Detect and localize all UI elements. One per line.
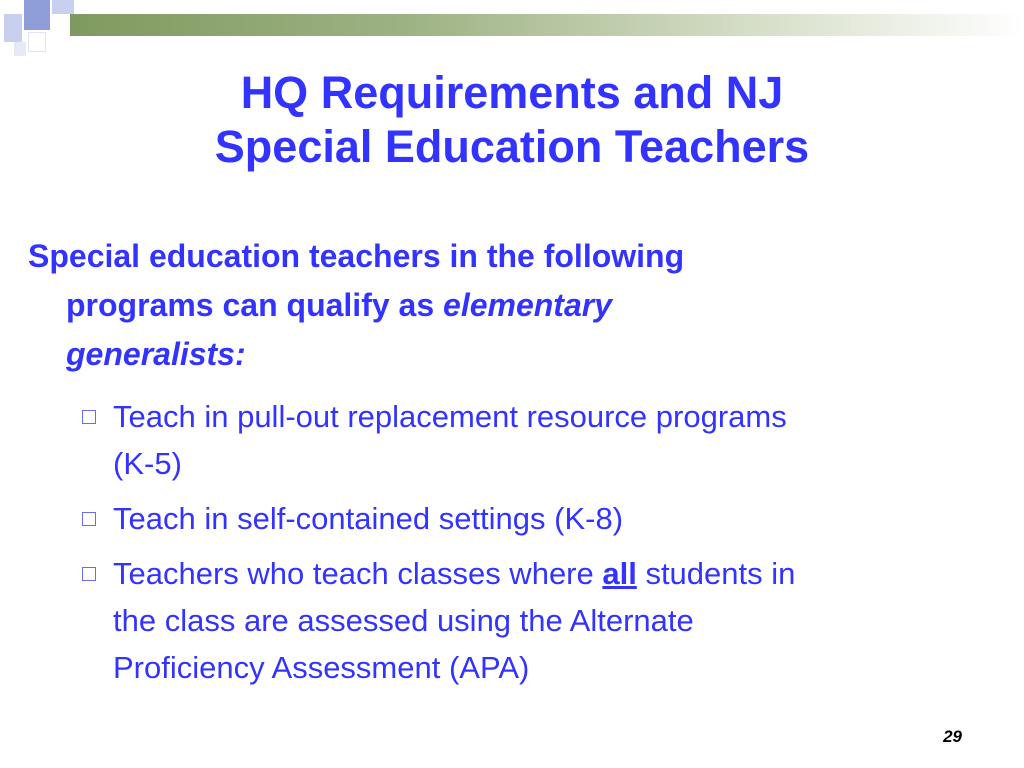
bullet-line: Proficiency Assessment (APA) (113, 650, 530, 685)
bullet-item (78, 495, 1008, 542)
square-bullet-icon (82, 512, 96, 526)
bullet-list (78, 393, 1008, 699)
intro-line (28, 281, 988, 330)
slide-title-line: Special Education Teachers (214, 121, 810, 172)
bullet-line: (K-5) (113, 446, 182, 481)
slide-title-line: HQ Requirements and NJ (240, 67, 784, 118)
intro-line: Special education teachers in the following (28, 238, 685, 274)
bullet-text: Teachers who teach classes where (113, 556, 603, 591)
page-number: 29 (943, 727, 962, 746)
intro-emphasis: elementary (443, 287, 612, 323)
square-bullet-icon (82, 410, 96, 424)
intro-emphasis: generalists: (66, 336, 246, 372)
square-bullet-icon (82, 567, 96, 581)
slide-title (0, 66, 1024, 174)
bullet-line (113, 550, 1008, 597)
bullet-text: students in (636, 556, 796, 591)
bullet-item (78, 393, 1008, 487)
decorative-square (4, 14, 22, 42)
decorative-square (24, 0, 50, 30)
bullet-line: Teach in self-contained settings (K-8) (113, 501, 624, 536)
intro-line (28, 330, 988, 379)
intro-paragraph (28, 232, 988, 379)
decorative-square (28, 32, 46, 52)
bullet-item (78, 550, 1008, 691)
header-gradient-bar (70, 14, 1024, 36)
intro-text: programs can qualify as (66, 287, 444, 323)
bullet-line: Teach in pull-out replacement resource programs (113, 399, 787, 434)
decorative-square (14, 42, 26, 56)
decorative-square (52, 14, 70, 30)
decorative-square (52, 0, 74, 14)
bullet-line: the class are assessed using the Alternate (113, 603, 694, 638)
bullet-emphasis-all: all (602, 556, 637, 591)
